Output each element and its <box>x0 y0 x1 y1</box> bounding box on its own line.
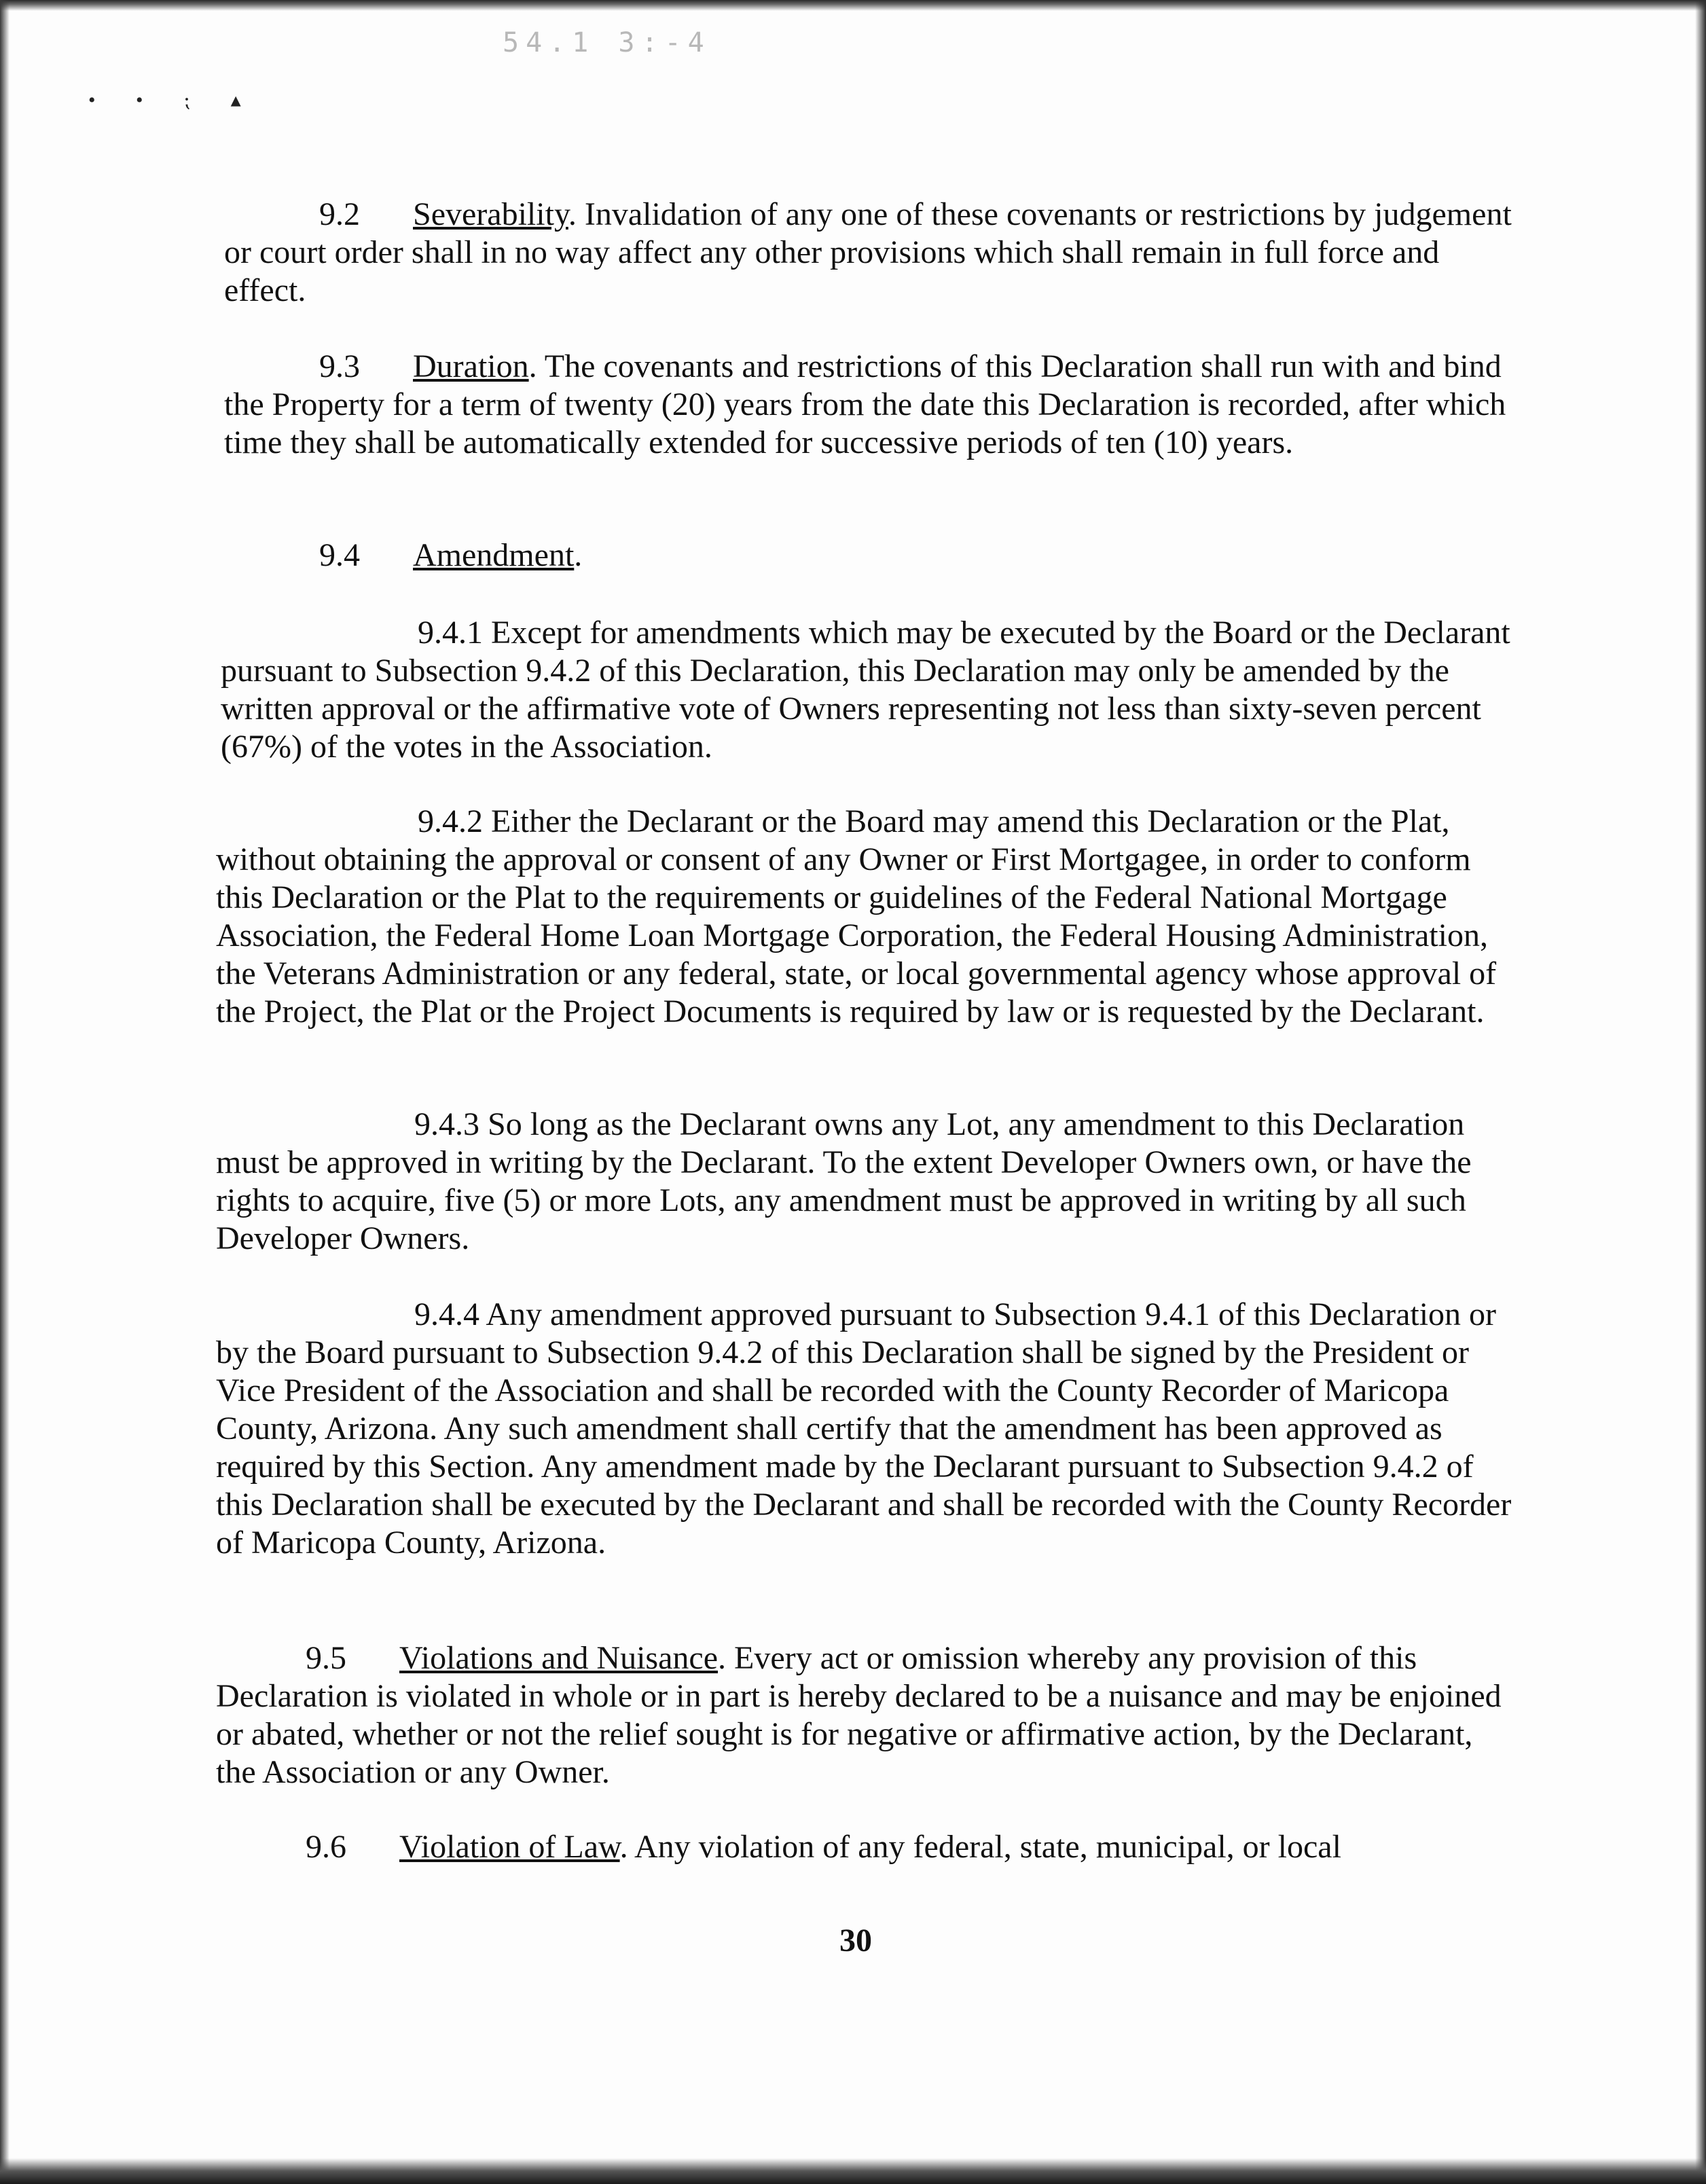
section-number: 9.3 <box>319 348 360 384</box>
scan-edge-top <box>0 0 1706 11</box>
section-9-3 <box>224 348 1521 462</box>
section-number: 9.4.2 <box>418 803 483 839</box>
section-heading: Duration <box>413 348 529 384</box>
section-number: 9.4.3 <box>414 1106 479 1142</box>
section-number: 9.2 <box>319 196 360 232</box>
section-number: 9.4.1 <box>418 615 483 651</box>
section-text: Either the Declarant or the Board may amend this Declaration or the Plat, without obtaining the approval or consent of any Owner or First Mortgagee, in order to conform this Declaration or the Plat to the requirements or guidelines of the Federal National Mortgage Association, the Federal Home Loan Mortgage Corporation, the Federal Housing Administration, the Veterans Administration or any federal, state, or local governmental agency whose approval of the Project, the Plat or the Project Documents is required by law or is requested by the Declarant. <box>216 803 1497 1030</box>
section-9-2 <box>224 196 1521 310</box>
scan-edge-bottom <box>0 2158 1706 2184</box>
section-heading: Violation of Law <box>399 1829 620 1865</box>
section-9-4-4 <box>216 1296 1513 1562</box>
scan-edge-right <box>1695 0 1706 2184</box>
section-number: 9.4.4 <box>414 1296 479 1332</box>
section-text: . <box>574 537 583 573</box>
section-text: Any amendment approved pursuant to Subsection 9.4.1 of this Declaration or by the Board pursuant to Subsection 9.4.2 of this Declaration shall be signed by the President or Vice President of the Association and shall be recorded with the County Recorder of Maricopa County, Arizona. Any such amendment shall certify that the amendment has been approved as required by this Section. Any amendment made by the Declarant pursuant to Subsection 9.4.2 of this Declaration shall be executed by the Declarant and shall be recorded with the County Recorder of Maricopa County, Arizona. <box>216 1296 1512 1561</box>
section-9-6 <box>216 1828 1513 1866</box>
section-heading: Violations and Nuisance <box>399 1640 719 1676</box>
section-text: . The covenants and restrictions of this Declaration shall run with and bind the Property for a term of twenty (20) years from the date this Declaration is recorded, after which time they shall be automatically extended for successive periods of ten (10) years. <box>224 348 1506 460</box>
section-9-5 <box>216 1639 1513 1791</box>
scan-specks: • • ⁏ ▴ <box>88 89 259 111</box>
section-number: 9.6 <box>306 1829 346 1865</box>
section-text: . Invalidation of any one of these covenants or restrictions by judgement or court order shall in no way affect any other provisions which shall remain in full force and effect. <box>224 196 1512 308</box>
section-number: 9.4 <box>319 537 360 573</box>
section-9-4-2 <box>216 803 1513 1031</box>
page-number: 30 <box>839 1923 872 1959</box>
section-text: Except for amendments which may be executed by the Board or the Declarant pursuant to Subsection 9.4.2 of this Declaration, this Declaration may only be amended by the written approval or the affirmative vote of Owners representing not less than sixty-seven percent (67%) of the votes in the Association. <box>221 615 1510 765</box>
faded-stamp: 54.1 3:-4 <box>503 27 711 58</box>
section-heading: Amendment <box>413 537 575 573</box>
section-9-4-1 <box>221 614 1518 766</box>
section-text: . Every act or omission whereby any provision of this Declaration is violated in whole or in part is hereby declared to be a nuisance and may be enjoined or abated, whether or not the relief sought is for negative or affirmative action, by the Declarant, the Association or any Owner. <box>216 1640 1502 1790</box>
section-9-4 <box>224 536 1521 575</box>
section-text: . Any violation of any federal, state, municipal, or local <box>619 1829 1341 1865</box>
section-heading: Severability <box>413 196 568 232</box>
scan-edge-left <box>0 0 10 2184</box>
section-text: So long as the Declarant owns any Lot, any amendment to this Declaration must be approved in writing by the Declarant. To the extent Developer Owners own, or have the rights to acquire, five (5) or more Lots, any amendment must be approved in writing by all such Developer Owners. <box>216 1106 1472 1256</box>
section-9-4-3 <box>216 1106 1513 1258</box>
section-number: 9.5 <box>306 1640 346 1676</box>
